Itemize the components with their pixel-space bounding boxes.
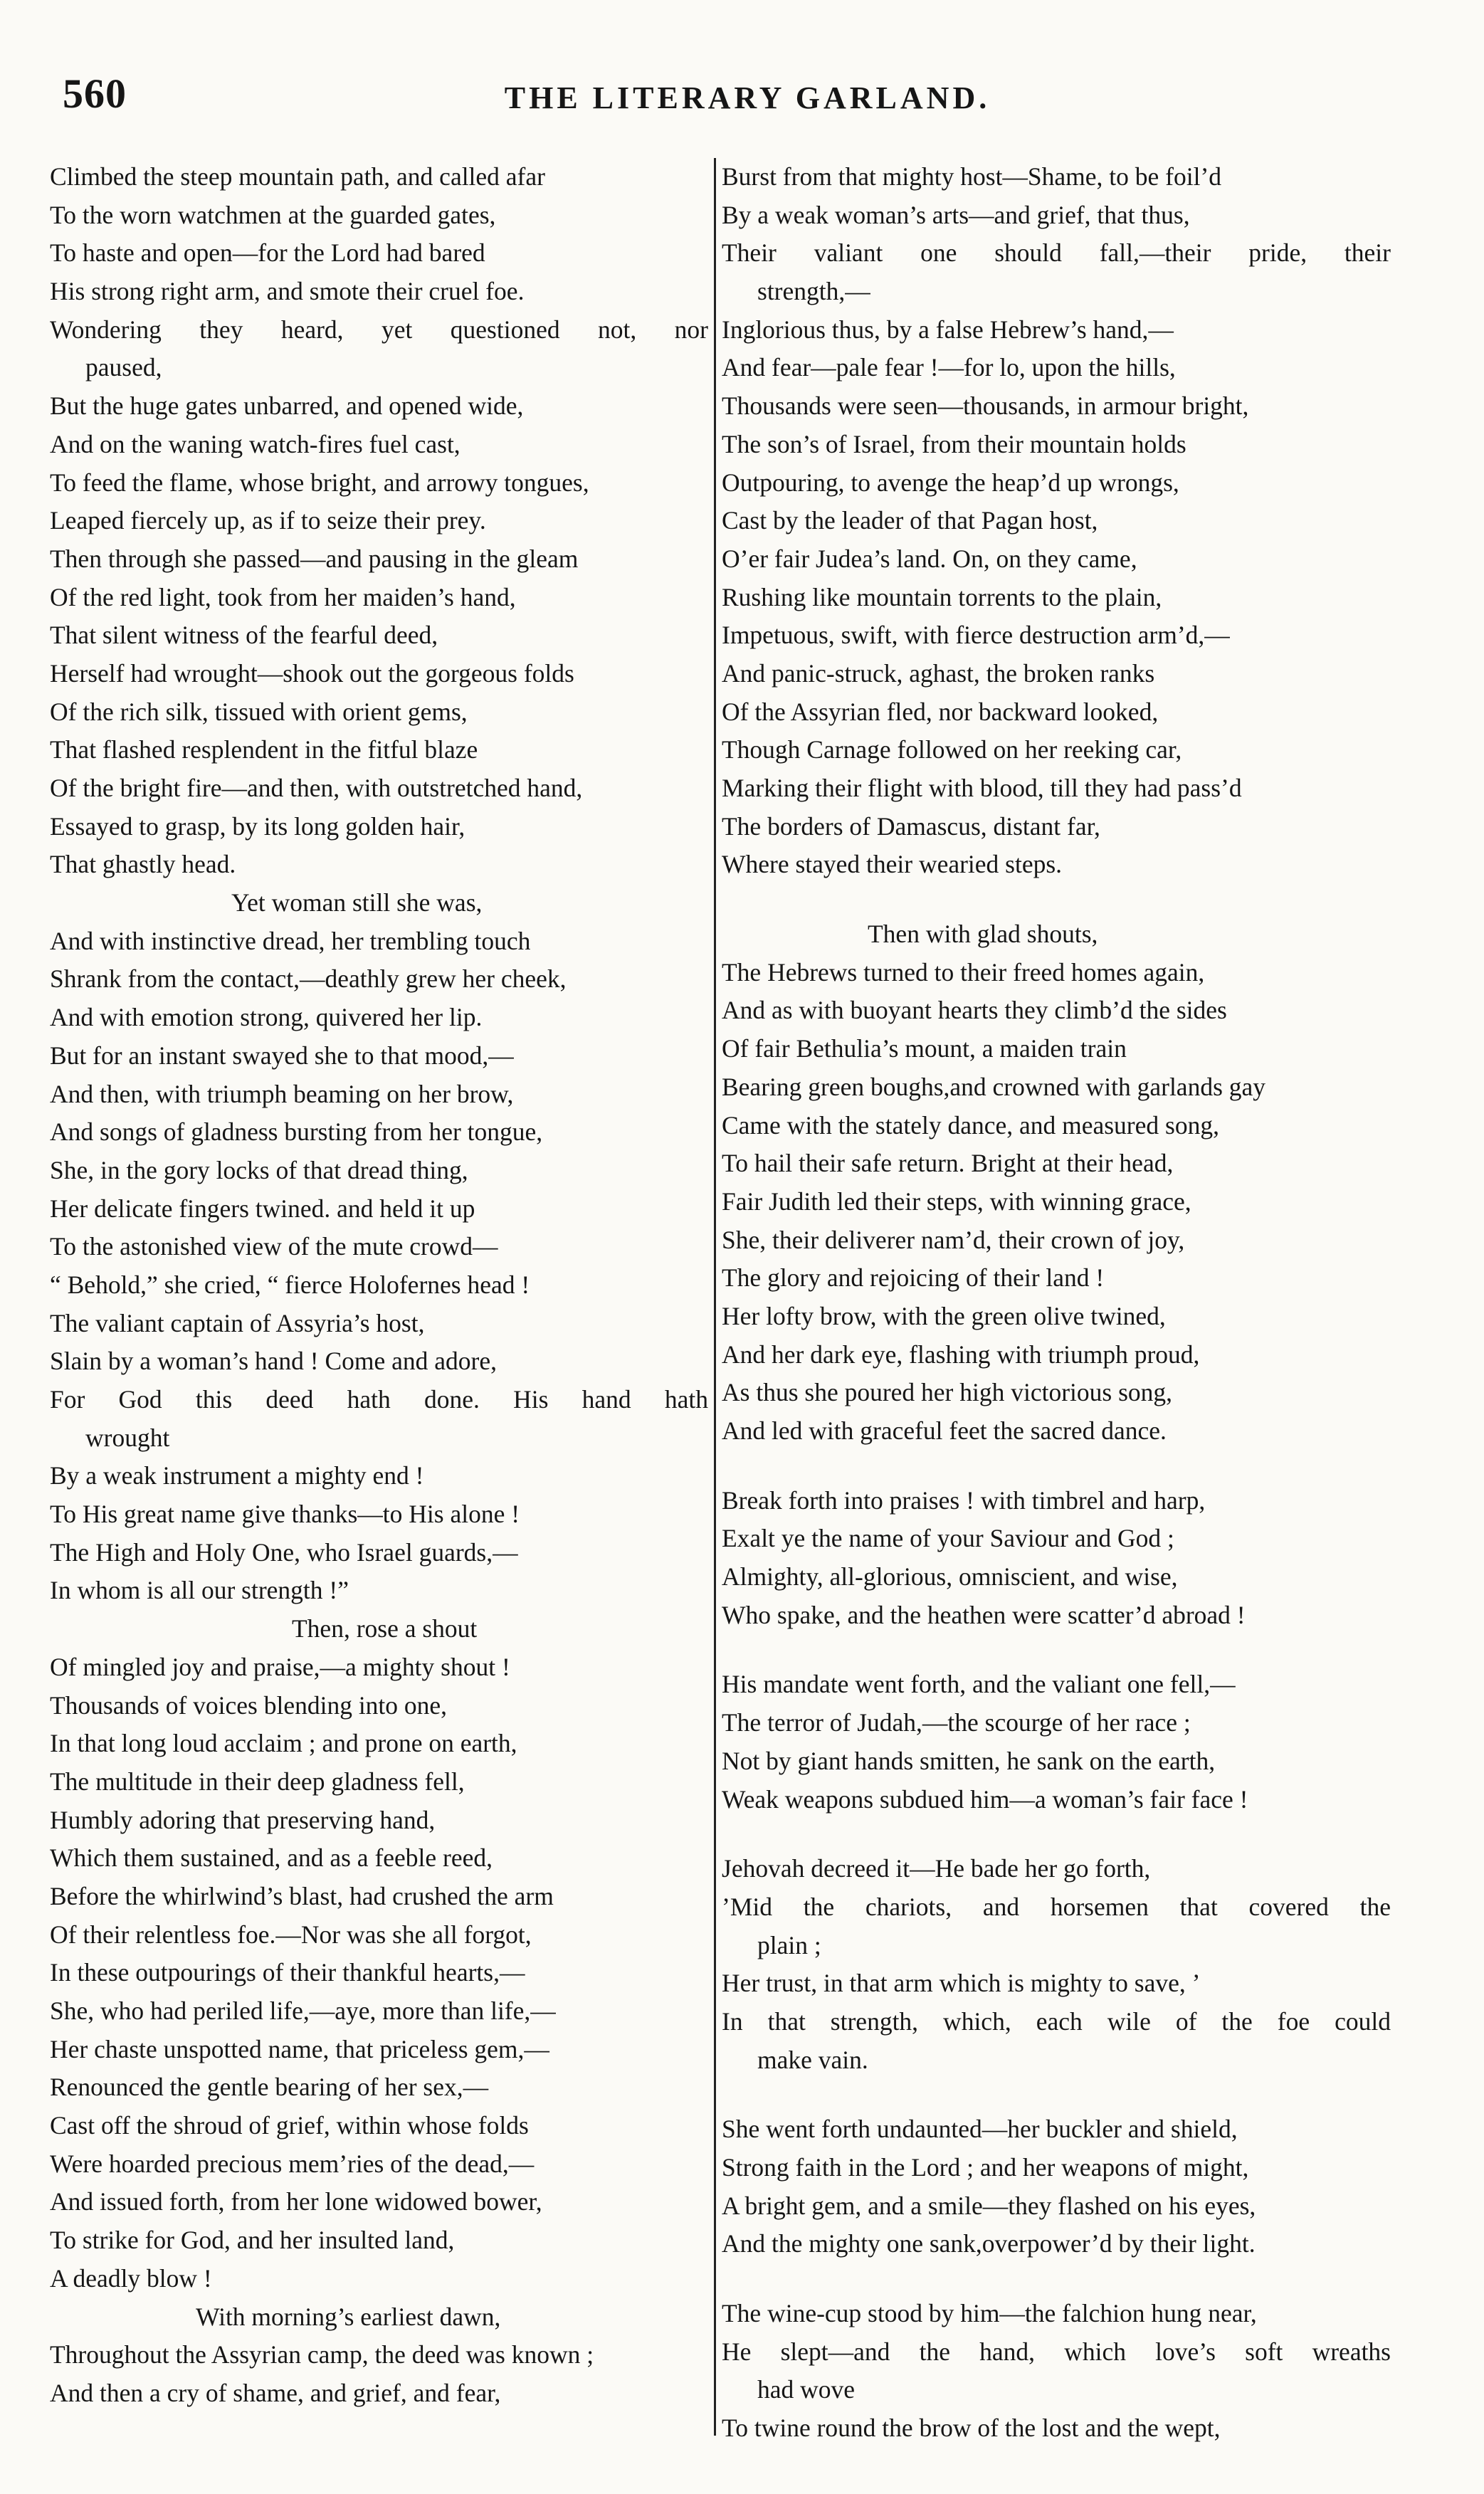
column-divider — [714, 158, 716, 2436]
poem-line: To twine round the brow of the lost and the wept, — [722, 2414, 1221, 2443]
poem-line: Of the rich silk, tissued with orient gems, — [50, 697, 468, 726]
poem-line: Then, rose a shout — [292, 1614, 478, 1643]
poem-line: ’Mid the chariots, and horsemen that covered the — [722, 1892, 1391, 1921]
poem-line: Before the whirlwind’s blast, had crushed the arm — [50, 1881, 554, 1910]
poem-line: Wondering they heard, yet questioned not, nor — [50, 315, 708, 344]
poem-line: To the astonished view of the mute crowd— — [50, 1232, 498, 1261]
poem-line: Jehovah decreed it—He bade her go forth, — [722, 1854, 1151, 1883]
poem-line: Herself had wrought—shook out the gorgeous folds — [50, 658, 574, 688]
poem-line: To hail their safe return. Bright at their head, — [722, 1149, 1174, 1178]
poem-line: Then through she passed—and pausing in the gleam — [50, 544, 579, 573]
poem-line: To strike for God, and her insulted land, — [50, 2226, 455, 2255]
poem-line: In whom is all our strength !” — [50, 1576, 349, 1605]
poem-line: For God this deed hath done. His hand hath — [50, 1385, 708, 1414]
poem-line: And songs of gladness bursting from her tongue, — [50, 1117, 543, 1147]
poem-line: Impetuous, swift, with fierce destruction arm’d,— — [722, 621, 1230, 650]
poem-line: O’er fair Judea’s land. On, on they came, — [722, 544, 1137, 573]
poem-line: And panic-struck, aghast, the broken ranks — [722, 658, 1155, 688]
poem-line: The Hebrews turned to their freed homes again, — [722, 957, 1205, 986]
poem-line: Their valiant one should fall,—their pride, their — [722, 238, 1391, 268]
poem-line: paused, — [85, 353, 162, 382]
poem-line: Her lofty brow, with the green olive twined, — [722, 1301, 1166, 1330]
poem-line: The multitude in their deep gladness fell, — [50, 1767, 465, 1796]
poem-line: plain ; — [757, 1930, 821, 1959]
poem-line: A deadly blow ! — [50, 2263, 212, 2293]
poem-line: Throughout the Assyrian camp, the deed was known ; — [50, 2340, 594, 2369]
poem-line: Then with glad shouts, — [868, 920, 1098, 949]
poem-line: The borders of Damascus, distant far, — [722, 811, 1100, 841]
poem-line: Renounced the gentle bearing of her sex,— — [50, 2073, 489, 2102]
poem-line: By a weak instrument a mighty end ! — [50, 1461, 424, 1490]
poem-line: Burst from that mighty host—Shame, to be foil’d — [722, 162, 1222, 191]
poem-line: Yet woman still she was, — [231, 888, 483, 917]
poem-line: Of the red light, took from her maiden’s hand, — [50, 582, 516, 611]
poem-line: Marking their flight with blood, till they had pass’d — [722, 774, 1242, 802]
poem-line: She, in the gory locks of that dread thing, — [50, 1155, 468, 1184]
poem-line: The wine-cup stood by him—the falchion hung near, — [722, 2299, 1257, 2328]
poem-line: The valiant captain of Assyria’s host, — [50, 1308, 425, 1337]
poem-line: And the mighty one sank,overpower’d by their light. — [722, 2229, 1256, 2258]
poem-line: In these outpourings of their thankful hearts,— — [50, 1958, 525, 1987]
stanza-break — [722, 1634, 1391, 1666]
poem-line: And with instinctive dread, her trembling touch — [50, 926, 531, 955]
poem-line: And fear—pale fear !—for lo, upon the hills, — [722, 353, 1176, 382]
poem-line: Rushing like mountain torrents to the plain, — [722, 582, 1162, 611]
poem-line: And with emotion strong, quivered her lip. — [50, 1003, 483, 1032]
poem-line: And on the waning watch-fires fuel cast, — [50, 429, 461, 458]
poem-line: Not by giant hands smitten, he sank on the earth, — [722, 1746, 1216, 1775]
stanza-break — [722, 884, 1391, 915]
poem-line: And as with buoyant hearts they climb’d the sides — [722, 996, 1227, 1025]
poem-line: Thousands were seen—thousands, in armour bright, — [722, 391, 1249, 421]
poem-line: Came with the stately dance, and measured song, — [722, 1110, 1219, 1140]
poem-line: Her delicate fingers twined. and held it up — [50, 1194, 475, 1223]
poem-line: To feed the flame, whose bright, and arrowy tongues, — [50, 468, 589, 497]
poem-line: The terror of Judah,—the scourge of her race ; — [722, 1708, 1191, 1737]
poem-line: His strong right arm, and smote their cruel foe. — [50, 277, 525, 306]
poem-line: Were hoarded precious mem’ries of the dead,— — [50, 2149, 535, 2178]
poem-line: Inglorious thus, by a false Hebrew’s hand,— — [722, 315, 1174, 344]
poem-line: That ghastly head. — [50, 850, 236, 879]
poem-line: Where stayed their wearied steps. — [722, 850, 1063, 879]
poem-line: Shrank from the contact,—deathly grew her cheek, — [50, 964, 567, 994]
poem-line: But the huge gates unbarred, and opened wide, — [50, 391, 524, 421]
poem-line: Essayed to grasp, by its long golden hair, — [50, 811, 465, 841]
poem-line: Fair Judith led their steps, with winning grace, — [722, 1187, 1191, 1216]
poem-line: That flashed resplendent in the fitful blaze — [50, 735, 478, 764]
right-column — [722, 158, 1391, 2448]
poem-line: wrought — [85, 1423, 170, 1452]
poem-line: Break forth into praises ! with timbrel and harp, — [722, 1485, 1206, 1515]
poem-line: She, who had periled life,—aye, more than life,— — [50, 1996, 556, 2025]
poem-line: Though Carnage followed on her reeking car, — [722, 735, 1182, 764]
poem-line: In that long loud acclaim ; and prone on earth, — [50, 1729, 517, 1758]
poem-line: The glory and rejoicing of their land ! — [722, 1263, 1105, 1293]
stanza-break — [722, 2079, 1391, 2110]
poem-line: With morning’s earliest dawn, — [196, 2302, 501, 2331]
poem-line: Of fair Bethulia’s mount, a maiden train — [722, 1034, 1127, 1063]
poem-line: Her trust, in that arm which is mighty to save, ’ — [722, 1969, 1201, 1998]
poem-line: And her dark eye, flashing with triumph proud, — [722, 1340, 1200, 1369]
poem-line: Strong faith in the Lord ; and her weapons of might, — [722, 2153, 1249, 2182]
stanza-break — [722, 2263, 1391, 2295]
poem-line: The High and Holy One, who Israel guards,— — [50, 1537, 518, 1567]
poem-line: Almighty, all-glorious, omniscient, and wise, — [722, 1562, 1178, 1591]
poem-line: Of mingled joy and praise,—a mighty shout ! — [50, 1652, 510, 1681]
poem-line: strength,— — [757, 277, 870, 306]
poem-line: She went forth undaunted—her buckler and shield, — [722, 2115, 1238, 2144]
poem-line: By a weak woman’s arts—and grief, that thus, — [722, 200, 1190, 229]
poem-line: His mandate went forth, and the valiant one fell,— — [722, 1670, 1236, 1699]
poem-line: Weak weapons subdued him—a woman’s fair face ! — [722, 1784, 1248, 1814]
poem-line: “ Behold,” she cried, “ fierce Holofernes head ! — [50, 1270, 530, 1299]
page-number: 560 — [63, 70, 127, 117]
poem-line: Leaped fiercely up, as if to seize their prey. — [50, 506, 486, 535]
poem-line: Exalt ye the name of your Saviour and God ; — [722, 1524, 1174, 1553]
poem-line: Of the Assyrian fled, nor backward looked, — [722, 697, 1159, 726]
running-title: THE LITERARY GARLAND. — [504, 80, 991, 115]
poem-line: She, their deliverer nam’d, their crown of joy, — [722, 1225, 1185, 1254]
poem-line: make vain. — [757, 2045, 868, 2074]
poem-line: Bearing green boughs,and crowned with garlands gay — [722, 1072, 1266, 1101]
poem-line: The son’s of Israel, from their mountain holds — [722, 429, 1186, 458]
poem-line: Outpouring, to avenge the heap’d up wrongs, — [722, 468, 1179, 497]
poem-line: To His great name give thanks—to His alone ! — [50, 1500, 520, 1529]
poem-line: But for an instant swayed she to that mood,— — [50, 1041, 514, 1070]
poem-line: Climbed the steep mountain path, and called afar — [50, 162, 545, 191]
poem-line: Slain by a woman’s hand ! Come and adore, — [50, 1347, 498, 1376]
poem-line: Who spake, and the heathen were scatter’d abroad ! — [722, 1600, 1246, 1629]
poem-line: Thousands of voices blending into one, — [50, 1690, 448, 1720]
poem-line: As thus she poured her high victorious song, — [722, 1378, 1173, 1407]
stanza-break — [722, 1451, 1391, 1482]
poem-line: Cast by the leader of that Pagan host, — [722, 506, 1098, 535]
poem-line: Of their relentless foe.—Nor was she all forgot, — [50, 1920, 532, 1949]
poem-line: That silent witness of the fearful deed, — [50, 621, 438, 650]
left-column — [50, 158, 708, 2413]
poem-line: And then a cry of shame, and grief, and fear, — [50, 2378, 501, 2407]
poem-line: Her chaste unspotted name, that priceless gem,— — [50, 2034, 549, 2063]
poem-line: Humbly adoring that preserving hand, — [50, 1805, 436, 1834]
poem-line: In that strength, which, each wile of the foe could — [722, 2006, 1391, 2036]
poem-line: Which them sustained, and as a feeble reed, — [50, 1843, 493, 1873]
poem-line: And then, with triumph beaming on her brow, — [50, 1079, 514, 1108]
poem-line: He slept—and the hand, which love’s soft wreaths — [722, 2337, 1391, 2366]
poem-line: A bright gem, and a smile—they flashed on his eyes, — [722, 2191, 1256, 2220]
poem-line: Of the bright fire—and then, with outstretched hand, — [50, 774, 583, 802]
poem-line: And issued forth, from her lone widowed bower, — [50, 2187, 542, 2216]
poem-line: Cast off the shroud of grief, within whose folds — [50, 2111, 529, 2140]
poem-line: had wove — [757, 2375, 856, 2404]
poem-line: And led with graceful feet the sacred dance. — [722, 1416, 1167, 1445]
stanza-break — [722, 1819, 1391, 1850]
poem-line: To the worn watchmen at the guarded gates, — [50, 200, 496, 229]
poem-line: To haste and open—for the Lord had bared — [50, 238, 485, 268]
